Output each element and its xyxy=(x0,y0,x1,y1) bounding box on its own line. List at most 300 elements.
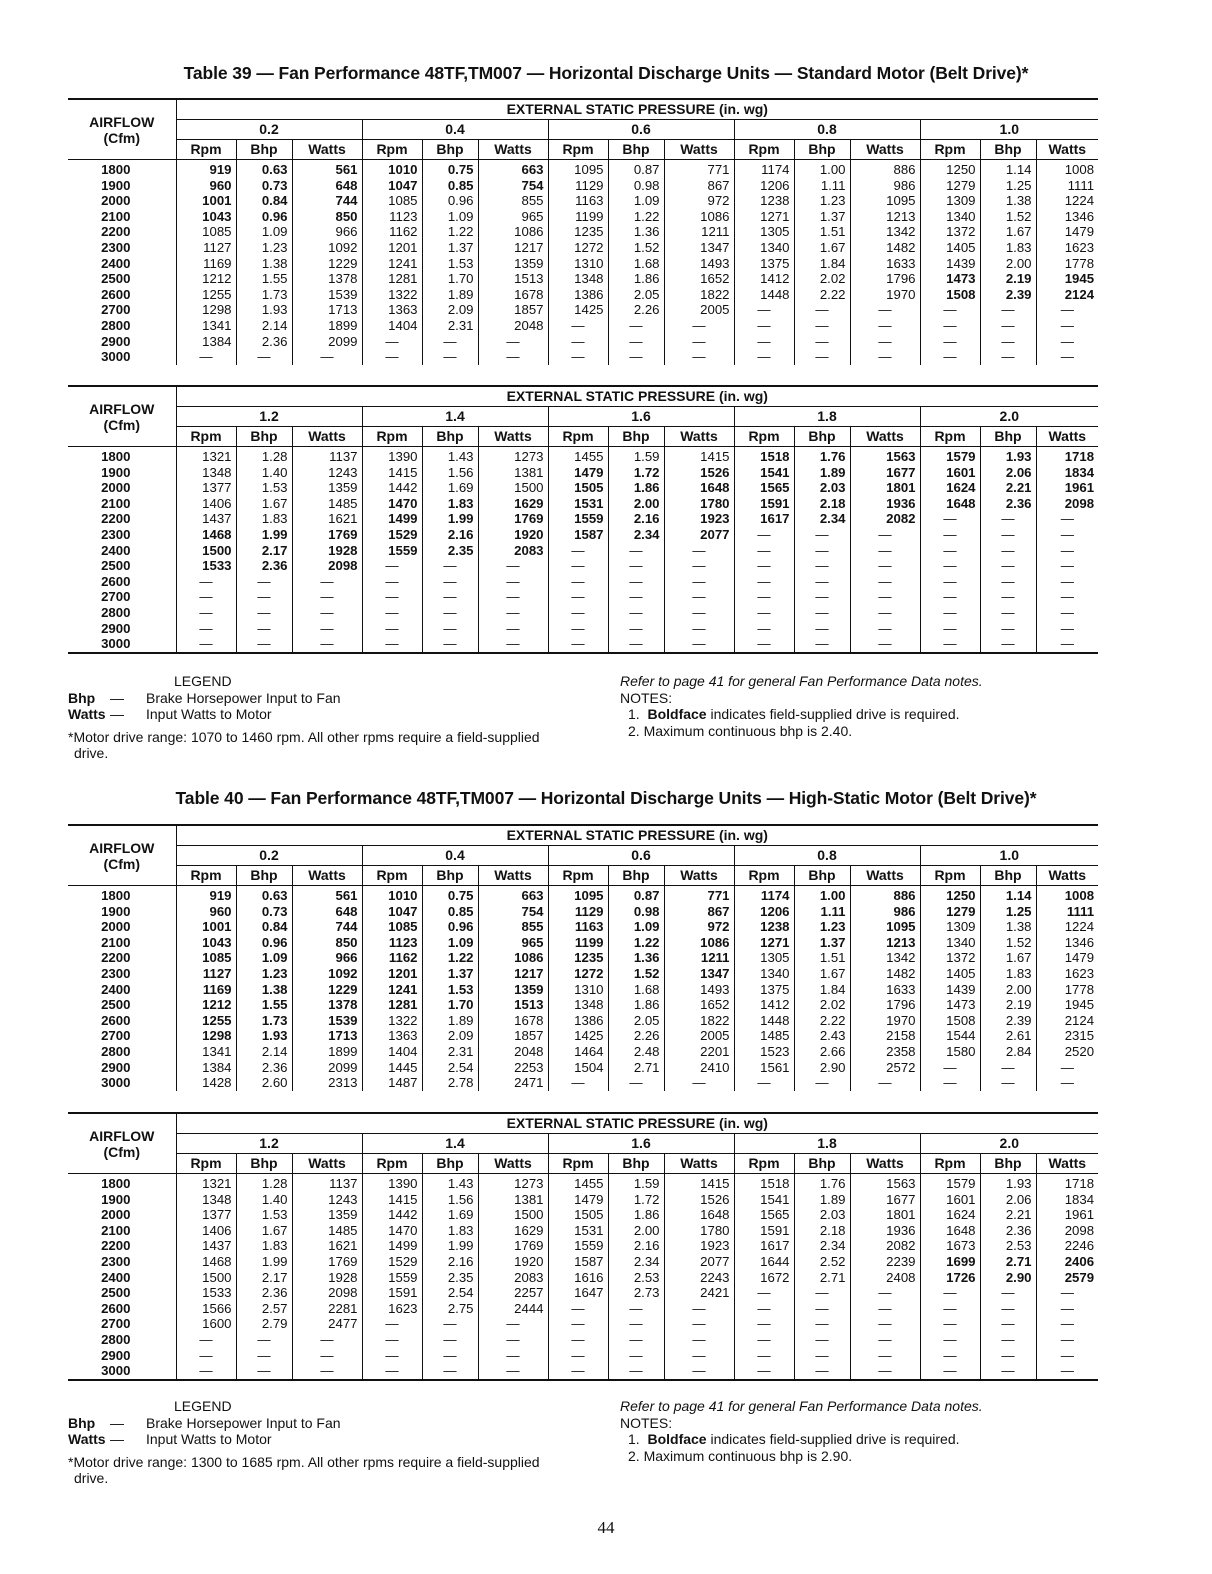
data-cell: 2.36 xyxy=(980,1223,1036,1239)
legend-title: LEGEND xyxy=(174,673,232,689)
data-cell: — xyxy=(422,1348,478,1364)
pressure-header: 1.0 xyxy=(920,120,1098,140)
column-header: Rpm xyxy=(734,866,794,886)
data-cell: 2083 xyxy=(478,1270,548,1286)
data-cell: 1.09 xyxy=(236,950,292,966)
data-cell: — xyxy=(478,1348,548,1364)
data-cell: — xyxy=(734,1348,794,1364)
data-cell: 960 xyxy=(176,178,236,194)
table-row xyxy=(68,240,1098,256)
airflow-cell: 2700 xyxy=(68,1028,176,1044)
data-cell: 1.00 xyxy=(794,160,850,178)
data-cell: 2.34 xyxy=(608,527,664,543)
data-cell: 1377 xyxy=(176,1207,236,1223)
data-cell: 1834 xyxy=(1064,1191,1095,1207)
data-cell: 1.11 xyxy=(794,178,850,194)
data-cell: 1229 xyxy=(292,256,362,272)
data-cell: 972 xyxy=(664,193,734,209)
data-cell: 2.61 xyxy=(980,1028,1036,1044)
data-cell: 2579 xyxy=(1064,1269,1095,1285)
data-cell: — xyxy=(980,1301,1036,1317)
data-cell: 1085 xyxy=(176,224,236,240)
data-cell: 1043 xyxy=(176,209,236,225)
data-cell: 0.96 xyxy=(236,209,292,225)
data-cell: 1780 xyxy=(664,496,734,512)
data-cell: 1561 xyxy=(734,1060,794,1076)
esp-header: EXTERNAL STATIC PRESSURE (in. wg) xyxy=(176,826,1098,846)
data-cell: 1.53 xyxy=(422,982,478,998)
column-header: Bhp xyxy=(794,140,850,160)
data-cell: 1206 xyxy=(734,178,794,194)
data-cell: 1857 xyxy=(478,1028,548,1044)
data-cell: — xyxy=(980,1316,1036,1332)
cfm-label: (Cfm) xyxy=(103,416,141,433)
data-cell: — xyxy=(1060,636,1074,652)
data-cell: — xyxy=(1060,1059,1074,1075)
data-cell: 1.25 xyxy=(980,904,1036,920)
data-cell: 1.93 xyxy=(236,302,292,318)
data-cell: — xyxy=(734,1285,794,1301)
data-cell: 1010 xyxy=(362,886,422,904)
data-cell: — xyxy=(980,1332,1036,1348)
airflow-cell: 2700 xyxy=(68,589,176,605)
data-cell: — xyxy=(664,1301,734,1317)
data-cell: 1043 xyxy=(176,935,236,951)
airflow-header xyxy=(68,100,176,160)
data-cell: — xyxy=(920,511,980,527)
data-cell: — xyxy=(176,1363,236,1379)
table-row xyxy=(68,966,1098,982)
data-cell: 1579 xyxy=(920,1174,980,1192)
data-cell: 2.79 xyxy=(236,1316,292,1332)
data-cell: 2410 xyxy=(664,1060,734,1076)
data-cell: — xyxy=(980,543,1036,559)
data-cell: — xyxy=(920,349,980,365)
data-cell: 1559 xyxy=(362,1270,422,1286)
column-header: Watts xyxy=(664,1154,734,1174)
data-cell: 1217 xyxy=(478,240,548,256)
data-cell: — xyxy=(548,558,608,574)
data-cell: 1095 xyxy=(548,160,608,178)
data-cell: — xyxy=(292,1348,362,1364)
data-cell: 648 xyxy=(292,178,362,194)
data-cell: 1920 xyxy=(478,527,548,543)
data-cell: 2408 xyxy=(850,1270,920,1286)
data-cell: 1169 xyxy=(176,982,236,998)
data-cell: 1.89 xyxy=(422,287,478,303)
data-cell: 1970 xyxy=(850,287,920,303)
data-cell: 1.55 xyxy=(236,997,292,1013)
airflow-cell: 2400 xyxy=(68,982,176,998)
data-cell: 1.83 xyxy=(236,511,292,527)
data-cell: 919 xyxy=(176,160,236,178)
data-cell: — xyxy=(794,302,850,318)
data-cell: 1442 xyxy=(362,480,422,496)
data-cell: — xyxy=(236,1348,292,1364)
data-cell: 1.43 xyxy=(422,1174,478,1192)
data-cell: 0.87 xyxy=(608,886,664,904)
data-cell: — xyxy=(548,636,608,652)
data-cell: 1340 xyxy=(920,209,980,225)
data-cell: 1616 xyxy=(548,1270,608,1286)
airflow-header xyxy=(68,826,176,886)
data-cell: 2098 xyxy=(1064,1222,1095,1238)
data-cell: 2.16 xyxy=(608,1238,664,1254)
data-cell: 1621 xyxy=(292,1238,362,1254)
column-header: Watts xyxy=(292,140,362,160)
data-cell: 1235 xyxy=(548,224,608,240)
data-cell: — xyxy=(664,543,734,559)
data-cell: — xyxy=(850,589,920,605)
data-cell: 1.99 xyxy=(422,1238,478,1254)
data-cell: 1644 xyxy=(734,1254,794,1270)
data-cell: 1047 xyxy=(362,904,422,920)
data-cell: — xyxy=(850,334,920,350)
data-cell: — xyxy=(362,1348,422,1364)
data-cell: 2.26 xyxy=(608,302,664,318)
data-cell: 1.37 xyxy=(794,935,850,951)
data-cell: 1.23 xyxy=(794,919,850,935)
data-cell: 1.93 xyxy=(980,1174,1036,1192)
table-row xyxy=(68,1363,1098,1379)
data-cell: 1340 xyxy=(734,240,794,256)
data-cell: 1587 xyxy=(548,527,608,543)
data-cell: — xyxy=(236,589,292,605)
table-row xyxy=(68,621,1098,637)
data-cell: — xyxy=(362,1332,422,1348)
data-cell: 0.63 xyxy=(236,886,292,904)
data-cell: 1363 xyxy=(362,302,422,318)
data-cell: 2005 xyxy=(664,1028,734,1044)
data-cell: 2.06 xyxy=(980,465,1036,481)
data-cell: — xyxy=(794,318,850,334)
table-row xyxy=(68,256,1098,272)
data-cell: 1375 xyxy=(734,982,794,998)
pressure-header: 1.0 xyxy=(920,846,1098,866)
data-cell: 965 xyxy=(478,935,548,951)
pressure-header: 1.2 xyxy=(176,407,362,427)
airflow-cell: 2300 xyxy=(68,240,176,256)
data-cell: — xyxy=(292,621,362,637)
table-row xyxy=(68,1028,1098,1044)
table-row xyxy=(68,447,1098,465)
data-cell: 1.84 xyxy=(794,982,850,998)
data-cell: — xyxy=(794,621,850,637)
data-cell: — xyxy=(176,636,236,652)
airflow-cell: 2800 xyxy=(68,605,176,621)
airflow-header xyxy=(68,387,176,447)
column-header: Watts xyxy=(478,1154,548,1174)
data-cell: 1085 xyxy=(362,919,422,935)
data-cell: 0.96 xyxy=(236,935,292,951)
data-cell: 1.28 xyxy=(236,1174,292,1192)
data-cell: — xyxy=(608,621,664,637)
data-cell: — xyxy=(362,334,422,350)
data-cell: — xyxy=(794,1363,850,1379)
airflow-cell: 2800 xyxy=(68,1044,176,1060)
data-cell: 1769 xyxy=(292,527,362,543)
data-cell: 1600 xyxy=(176,1316,236,1332)
data-cell: 1298 xyxy=(176,1028,236,1044)
data-cell: 1.67 xyxy=(236,1223,292,1239)
data-cell: — xyxy=(794,334,850,350)
column-header: Watts xyxy=(850,140,920,160)
data-cell: — xyxy=(1060,1316,1074,1332)
airflow-cell: 2000 xyxy=(68,193,176,209)
column-header: Bhp xyxy=(794,427,850,447)
data-cell: 1499 xyxy=(362,1238,422,1254)
data-cell: 1137 xyxy=(292,447,362,465)
data-cell: 1273 xyxy=(478,447,548,465)
data-cell: — xyxy=(980,318,1036,334)
data-cell: — xyxy=(734,543,794,559)
data-cell: 1378 xyxy=(292,997,362,1013)
data-cell: 1559 xyxy=(362,543,422,559)
data-cell: 1341 xyxy=(176,318,236,334)
legend-watts-dash: — xyxy=(110,1431,124,1447)
data-cell: 1531 xyxy=(548,496,608,512)
data-cell: 1.67 xyxy=(236,496,292,512)
refer-note: Refer to page 41 for general Fan Performance Data notes. xyxy=(620,673,983,689)
table-row xyxy=(68,271,1098,287)
data-cell: — xyxy=(664,1363,734,1379)
data-cell: 1442 xyxy=(362,1207,422,1223)
column-header: Rpm xyxy=(548,866,608,886)
airflow-cell: 1900 xyxy=(68,178,176,194)
data-cell: 1271 xyxy=(734,935,794,951)
table-40-legend xyxy=(68,1398,588,1487)
data-cell: 1.51 xyxy=(794,950,850,966)
data-cell: 1479 xyxy=(548,465,608,481)
data-cell: 1213 xyxy=(850,209,920,225)
data-cell: 867 xyxy=(664,904,734,920)
airflow-cell: 2800 xyxy=(68,318,176,334)
data-cell: 0.75 xyxy=(422,886,478,904)
data-cell: — xyxy=(980,605,1036,621)
column-header: Watts xyxy=(850,866,920,886)
data-cell: 1513 xyxy=(478,997,548,1013)
airflow-cell: 2700 xyxy=(68,1316,176,1332)
data-cell: 2.31 xyxy=(422,318,478,334)
data-cell: 1.59 xyxy=(608,447,664,465)
data-cell: — xyxy=(664,318,734,334)
data-cell: — xyxy=(920,621,980,637)
airflow-cell: 2500 xyxy=(68,271,176,287)
data-cell: 1174 xyxy=(734,886,794,904)
data-cell: 2.60 xyxy=(236,1075,292,1091)
data-cell: — xyxy=(664,1075,734,1091)
data-cell: 561 xyxy=(292,160,362,178)
data-cell: 1211 xyxy=(664,224,734,240)
data-cell: 1404 xyxy=(362,318,422,334)
airflow-cell: 2300 xyxy=(68,1254,176,1270)
motor-drive-note: *Motor drive range: 1070 to 1460 rpm. All other rpms require a field-supplied drive. xyxy=(68,728,540,761)
data-cell: 1617 xyxy=(734,511,794,527)
data-cell: 1479 xyxy=(548,1192,608,1208)
data-cell: 2572 xyxy=(850,1060,920,1076)
note-1-bold: Boldface xyxy=(647,706,707,722)
data-cell: 1272 xyxy=(548,240,608,256)
data-cell: 1.40 xyxy=(236,1192,292,1208)
data-cell: — xyxy=(362,558,422,574)
data-cell: 1563 xyxy=(850,447,920,465)
legend-watts-term: Watts xyxy=(68,1431,106,1447)
column-header: Watts xyxy=(1036,866,1098,886)
table-39-title: Table 39 — Fan Performance 48TF,TM007 — Horizontal Discharge Units — Standard Motor (Belt Drive)* xyxy=(183,63,1029,83)
data-cell: — xyxy=(664,1348,734,1364)
data-cell: — xyxy=(794,1301,850,1317)
data-cell: — xyxy=(608,605,664,621)
data-cell: 1123 xyxy=(362,935,422,951)
table-row xyxy=(68,287,1098,303)
table-40-section-1 xyxy=(68,824,1098,1091)
data-cell: — xyxy=(548,589,608,605)
data-cell: 1129 xyxy=(548,178,608,194)
airflow-cell: 2900 xyxy=(68,1348,176,1364)
cfm-label: (Cfm) xyxy=(103,1143,141,1160)
data-cell: — xyxy=(850,621,920,637)
data-cell: 2.16 xyxy=(422,1254,478,1270)
data-cell: 1.09 xyxy=(608,193,664,209)
column-header: Bhp xyxy=(980,1154,1036,1174)
data-cell: 1346 xyxy=(1064,934,1095,950)
data-cell: 1086 xyxy=(478,224,548,240)
data-cell: 1936 xyxy=(850,496,920,512)
data-cell: 1.22 xyxy=(422,224,478,240)
data-cell: 1309 xyxy=(920,193,980,209)
data-cell: 1.89 xyxy=(794,1192,850,1208)
data-cell: 1778 xyxy=(1064,255,1095,271)
data-cell: 1.25 xyxy=(980,178,1036,194)
data-cell: 1647 xyxy=(548,1285,608,1301)
data-cell: 1769 xyxy=(292,1254,362,1270)
data-cell: 1.36 xyxy=(608,224,664,240)
data-cell: 1648 xyxy=(664,480,734,496)
data-cell: 1899 xyxy=(292,318,362,334)
airflow-cell: 1900 xyxy=(68,465,176,481)
data-cell: — xyxy=(980,558,1036,574)
data-cell: — xyxy=(1060,333,1074,349)
data-cell: — xyxy=(850,574,920,590)
data-cell: 1415 xyxy=(664,1174,734,1192)
data-cell: 1565 xyxy=(734,1207,794,1223)
data-cell: 1479 xyxy=(1064,950,1095,966)
airflow-cell: 2100 xyxy=(68,1223,176,1239)
column-header: Bhp xyxy=(236,866,292,886)
data-cell: — xyxy=(920,1332,980,1348)
note-2: 2. Maximum continuous bhp is 2.90. xyxy=(628,1447,853,1464)
data-cell: 0.98 xyxy=(608,178,664,194)
data-cell: 2.21 xyxy=(980,480,1036,496)
data-cell: 1857 xyxy=(478,302,548,318)
data-cell: — xyxy=(478,558,548,574)
data-cell: 1591 xyxy=(734,1223,794,1239)
notes-title: NOTES: xyxy=(620,689,673,706)
table-40-title: Table 40 — Fan Performance 48TF,TM007 — Horizontal Discharge Units — High-Static Motor (Belt Drive)* xyxy=(175,788,1037,808)
data-cell: 850 xyxy=(292,209,362,225)
data-cell: 1224 xyxy=(1064,193,1095,209)
data-cell: 1544 xyxy=(920,1028,980,1044)
airflow-cell: 2000 xyxy=(68,480,176,496)
data-cell: — xyxy=(794,543,850,559)
data-cell: 1.22 xyxy=(608,935,664,951)
data-cell: 2358 xyxy=(850,1044,920,1060)
data-cell: 1.23 xyxy=(236,966,292,982)
data-cell: — xyxy=(176,621,236,637)
data-cell: 1.22 xyxy=(608,209,664,225)
data-cell: 1.70 xyxy=(422,271,478,287)
data-cell: 1526 xyxy=(664,465,734,481)
table-row xyxy=(68,193,1098,209)
data-cell: 1321 xyxy=(176,447,236,465)
data-cell: 1.09 xyxy=(608,919,664,935)
data-cell: 1111 xyxy=(1067,177,1095,193)
data-cell: — xyxy=(1060,573,1074,589)
data-cell: 1.73 xyxy=(236,287,292,303)
data-cell: — xyxy=(608,574,664,590)
data-cell: — xyxy=(236,574,292,590)
table-row xyxy=(68,1192,1098,1208)
data-cell: 1281 xyxy=(362,271,422,287)
column-header: Bhp xyxy=(980,140,1036,160)
data-cell: — xyxy=(608,1075,664,1091)
data-cell: — xyxy=(1060,1331,1074,1347)
table-row xyxy=(68,1207,1098,1223)
data-cell: 1.84 xyxy=(794,256,850,272)
data-cell: 960 xyxy=(176,904,236,920)
data-cell: 1201 xyxy=(362,240,422,256)
data-cell: 2313 xyxy=(292,1075,362,1091)
column-header: Bhp xyxy=(608,1154,664,1174)
data-cell: 1281 xyxy=(362,997,422,1013)
data-cell: 2.03 xyxy=(794,1207,850,1223)
legend-bhp-dash: — xyxy=(110,1414,124,1431)
data-cell: 2.14 xyxy=(236,1044,292,1060)
data-cell: 1928 xyxy=(292,1270,362,1286)
data-cell: — xyxy=(920,302,980,318)
data-cell: 1381 xyxy=(478,1192,548,1208)
airflow-cell: 2300 xyxy=(68,966,176,982)
data-cell: 1673 xyxy=(920,1238,980,1254)
data-cell: 1363 xyxy=(362,1028,422,1044)
data-cell: — xyxy=(980,511,1036,527)
data-cell: — xyxy=(548,1348,608,1364)
data-cell: 1375 xyxy=(734,256,794,272)
data-cell: 1359 xyxy=(478,256,548,272)
data-cell: — xyxy=(1060,317,1074,333)
data-cell: — xyxy=(176,589,236,605)
airflow-cell: 2500 xyxy=(68,1285,176,1301)
data-cell: 1648 xyxy=(920,1223,980,1239)
data-cell: — xyxy=(548,334,608,350)
table-row xyxy=(68,511,1098,527)
data-cell: — xyxy=(850,558,920,574)
airflow-cell: 2100 xyxy=(68,935,176,951)
column-header: Bhp xyxy=(980,427,1036,447)
table-row xyxy=(68,605,1098,621)
data-cell: — xyxy=(980,302,1036,318)
data-cell: — xyxy=(980,334,1036,350)
data-cell: 1648 xyxy=(664,1207,734,1223)
data-cell: — xyxy=(422,558,478,574)
data-cell: — xyxy=(920,1075,980,1091)
data-cell: 1541 xyxy=(734,465,794,481)
column-header: Watts xyxy=(292,866,362,886)
data-cell: 2.18 xyxy=(794,1223,850,1239)
data-cell: 1095 xyxy=(850,919,920,935)
table-row xyxy=(68,636,1098,652)
data-cell: 771 xyxy=(664,886,734,904)
